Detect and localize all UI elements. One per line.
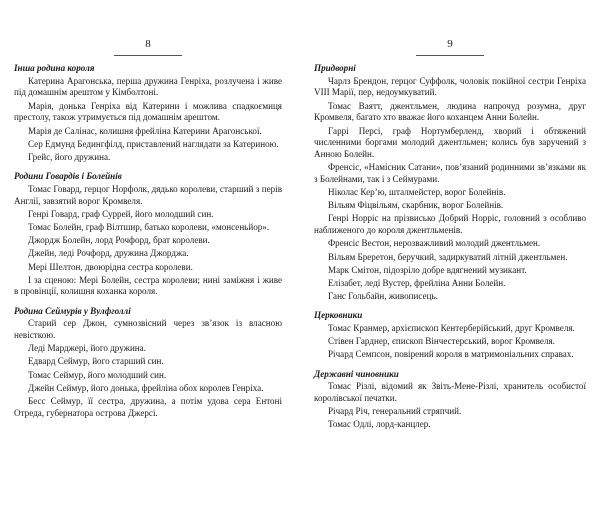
left-page	[14, 0, 282, 427]
paragraph: Елізабет, леді Вустер, фрейліна Анни Болейн.	[328, 277, 506, 288]
right-page	[314, 0, 586, 439]
paragraph: Томас Кранмер, архієпископ Кентерберійський, друг Кромвеля.	[328, 323, 575, 334]
section	[14, 63, 282, 164]
page-number: 9	[447, 38, 453, 50]
paragraph: Мері Шелтон, двоюрідна сестра королеви.	[28, 261, 193, 272]
paragraph: Вільям Бреретон, беручкий, задиркуватий літній джентльмен.	[328, 251, 568, 262]
paragraph: Вільям Фіцвільям, скарбник, ворог Болейнів.	[328, 200, 504, 211]
paragraph: Леді Марджері, його дружина.	[28, 343, 146, 354]
header-rule	[416, 55, 484, 56]
page-body	[14, 63, 282, 419]
paragraph: Генрі Норріс на прізвисько Добрий Норріс, головний з особливо наближеного до короля джентльменів.	[314, 213, 586, 236]
paragraph: Чарлз Брендон, герцог Суффолк, чоловік покійної сестри Генріха VIII Марії, пер, недоумкуватий.	[314, 75, 586, 98]
paragraph: Джейн Сеймур, його донька, фрейліна обох королев Генріха.	[28, 382, 264, 393]
section-heading: Церковники	[314, 310, 363, 321]
paragraph: Грейс, його дружина.	[28, 151, 111, 162]
paragraph: Генрі Говард, граф Суррей, його молодший син.	[28, 208, 214, 219]
paragraph: Марк Смітон, підозріло добре вдягнений музикант.	[328, 264, 527, 275]
paragraph: Річард Річ, генеральний стряпчий.	[328, 406, 462, 417]
paragraph: Ганс Гольбайн, живописець.	[328, 291, 438, 302]
paragraph: Ніколас Кер’ю, шталмейстер, ворог Болейнів.	[328, 187, 506, 198]
section-heading: Родина Сеймурів у Вулфголлі	[14, 305, 131, 316]
paragraph: Марія, донька Генріха від Катерини і можлива спадкоємиця престолу, також утримується під домашнім арештом.	[14, 100, 282, 123]
paragraph: Катерина Арагонська, перша дружина Генріха, розлучена і живе під домашнім арештом у Кімболтоні.	[14, 75, 282, 98]
paragraph: Томас Говард, герцог Норфолк, дядько королеви, старший з перів Англії, завзятий ворог Кромвеля.	[14, 183, 282, 206]
section	[314, 63, 586, 303]
paragraph: І за сценою: Мері Болейн, сестра королеви; нині заміжня і живе в провінції, колишня коханка короля.	[14, 274, 282, 297]
paragraph: Бесс Сеймур, її сестра, дружина, а потім удова сера Ентоні Отреда, губернатора острова Джерсі.	[14, 396, 282, 418]
paragraph: Річард Семпсон, повірений короля в матримоніальних справах.	[328, 349, 574, 360]
page-body	[314, 63, 586, 431]
paragraph: Старий сер Джон, сумнозвісний через зв’язок із власною невісткою.	[14, 318, 282, 341]
section-heading: Родини Говардів і Болейнів	[14, 171, 122, 182]
section-heading: Інша родина короля	[14, 63, 95, 73]
paragraph: Томас Ваятт, джентльмен, людина напрочуд розумна, друг Кромвеля, багато хто вважає його коханцем Анни Болейн.	[314, 100, 586, 123]
paragraph: Джейн, леді Рочфорд, дружина Джорджа.	[28, 248, 189, 259]
paragraph: Гаррі Персі, граф Нортумберленд, хворий і обтяжений численними боргами молодий джентльмен; колись був заручений з Анною Болейн.	[314, 125, 586, 159]
paragraph: Едвард Сеймур, його старший син.	[28, 356, 164, 367]
paragraph: Стівен Гарднер, єпископ Вінчестерський, ворог Кромвеля.	[328, 336, 555, 347]
section-heading: Державні чиновники	[314, 368, 399, 379]
section-heading: Придворні	[314, 63, 356, 73]
paragraph: Томас Різлі, відомий як Звіть-Мене-Різлі, хранитель особистої королівської печатки.	[314, 381, 586, 404]
page-number: 8	[145, 38, 151, 50]
paragraph: Томас Болейн, граф Вілтшир, батько королеви, «монсеньйор».	[28, 221, 270, 232]
paragraph: Томас Сеймур, його молодший син.	[28, 369, 167, 380]
section	[14, 306, 282, 420]
header-rule	[114, 55, 182, 56]
paragraph: Френсіс Вестон, нерозважливий молодий джентльмен.	[328, 238, 541, 249]
section	[314, 369, 586, 432]
section	[14, 171, 282, 298]
paragraph: Томас Одлі, лорд-канцлер.	[328, 419, 431, 430]
paragraph: Марія де Салінас, колишня фрейліна Катерини Арагонської.	[28, 125, 262, 136]
paragraph: Сер Едмунд Бедингфілд, приставлений наглядати за Катериною.	[28, 138, 279, 149]
paragraph: Джордж Болейн, лорд Рочфорд, брат королеви.	[28, 235, 210, 246]
section	[314, 310, 586, 361]
paragraph: Френсіс, «Намісник Сатани», пов’язаний родинними зв’язками як з Болейнами, так і з Сеймурами.	[314, 162, 586, 184]
